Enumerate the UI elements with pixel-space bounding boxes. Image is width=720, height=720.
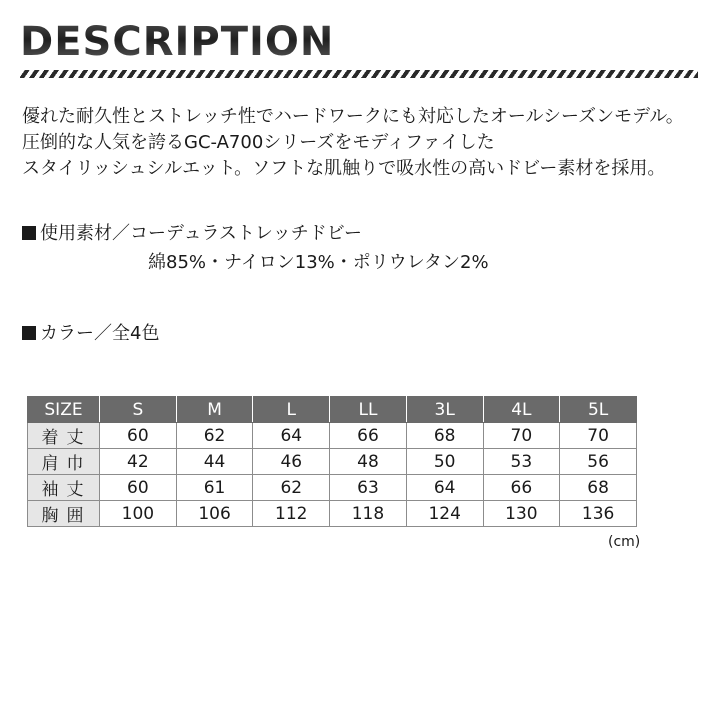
square-bullet-icon: [22, 326, 36, 340]
table-cell: 42: [100, 449, 177, 475]
color-spec: [22, 321, 159, 347]
size-header-cell: 5L: [560, 397, 637, 423]
table-cell: 66: [330, 423, 407, 449]
table-cell: 64: [253, 423, 330, 449]
table-cell: 62: [253, 475, 330, 501]
table-cell: 62: [176, 423, 253, 449]
size-header-cell: LL: [330, 397, 407, 423]
table-cell: 63: [330, 475, 407, 501]
size-header-cell: S: [100, 397, 177, 423]
description-line-2: 圧倒的な人気を誇るGC-A700シリーズをモディファイした: [22, 132, 495, 153]
unit-label: (cm): [608, 534, 641, 550]
table-cell: 124: [406, 501, 483, 527]
row-label: 袖丈: [28, 475, 100, 501]
color-label: カラー／全4色: [40, 323, 160, 344]
table-cell: 70: [483, 423, 560, 449]
table-row: [28, 501, 637, 527]
size-header-cell: M: [176, 397, 253, 423]
table-row: [28, 449, 637, 475]
size-header-label: SIZE: [28, 397, 100, 423]
size-header-cell: 3L: [406, 397, 483, 423]
description-line-1: 優れた耐久性とストレッチ性でハードワークにも対応したオールシーズンモデル。: [22, 106, 684, 127]
table-cell: 118: [330, 501, 407, 527]
table-cell: 60: [100, 475, 177, 501]
table-cell: 70: [560, 423, 637, 449]
size-table: [27, 396, 637, 527]
row-label: 胸囲: [28, 501, 100, 527]
table-cell: 64: [406, 475, 483, 501]
table-cell: 46: [253, 449, 330, 475]
material-label: 使用素材／コーデュラストレッチドビー: [40, 223, 363, 244]
table-cell: 68: [560, 475, 637, 501]
square-bullet-icon: [22, 226, 36, 240]
page-title: DESCRIPTION: [20, 14, 334, 70]
table-cell: 61: [176, 475, 253, 501]
material-ratio: 綿85%・ナイロン13%・ポリウレタン2%: [148, 252, 489, 273]
table-cell: 53: [483, 449, 560, 475]
table-cell: 112: [253, 501, 330, 527]
table-cell: 56: [560, 449, 637, 475]
description-line-3: スタイリッシュシルエット。ソフトな肌触りで吸水性の高いドビー素材を採用。: [22, 158, 666, 179]
size-header-cell: 4L: [483, 397, 560, 423]
size-header-cell: L: [253, 397, 330, 423]
table-cell: 136: [560, 501, 637, 527]
table-cell: 44: [176, 449, 253, 475]
table-cell: 130: [483, 501, 560, 527]
material-spec: [22, 221, 362, 247]
row-label: 肩巾: [28, 449, 100, 475]
row-label: 着丈: [28, 423, 100, 449]
table-cell: 68: [406, 423, 483, 449]
table-cell: 60: [100, 423, 177, 449]
table-cell: 100: [100, 501, 177, 527]
table-cell: 106: [176, 501, 253, 527]
table-cell: 50: [406, 449, 483, 475]
size-header-row: [28, 397, 637, 423]
table-cell: 66: [483, 475, 560, 501]
table-row: [28, 423, 637, 449]
table-cell: 48: [330, 449, 407, 475]
diagonal-stripe-divider: [20, 70, 698, 78]
description-text: [22, 104, 712, 182]
table-row: [28, 475, 637, 501]
